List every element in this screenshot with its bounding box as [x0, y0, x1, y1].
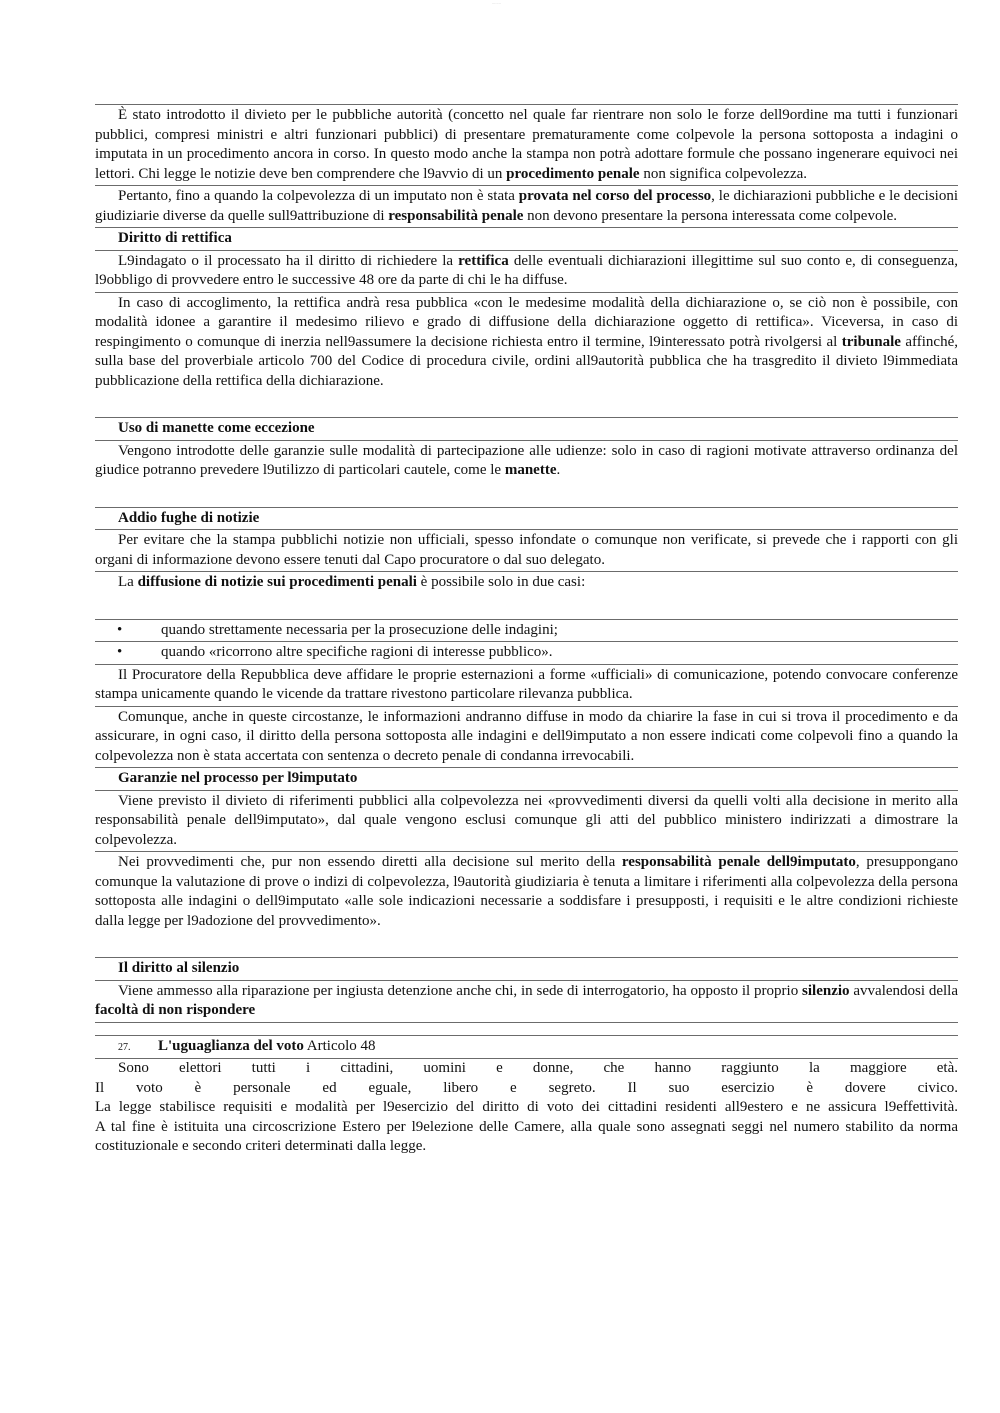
heading-fughe: Addio fughe di notizie — [118, 509, 260, 526]
section-number: 27. — [118, 1041, 131, 1053]
document-body — [95, 104, 958, 1157]
paragraph-manette: Vengono introdotte delle garanzie sulle modalità di partecipazione alle udienze: solo in caso di ragioni motivate attraverso ordinanza del giudice potranno prevedere l9utilizzo di particolari cautele, come le manette. — [95, 442, 958, 478]
divider — [95, 790, 958, 791]
divider — [95, 507, 958, 508]
paragraph-silenzio: Viene ammesso alla riparazione per ingiusta detenzione anche chi, in sede di interrogatorio, ha opposto il proprio silenzio avvalendosi della facoltà di non rispondere — [95, 982, 959, 1018]
divider — [95, 619, 958, 620]
divider — [95, 1035, 958, 1036]
heading-garanzie: Garanzie nel processo per l9imputato — [118, 770, 358, 786]
paragraph-provvedimenti: Nei provvedimenti che, pur non essendo diretti alla decisione sul merito della responsabilità penale dell9imputato, presuppongano comunque la valutazione di prove o indizi di colpevolezza, l9autorità giudiziaria è tenuta a limitare i riferimenti alla colpevolezza della persona sottoposta alle indagini o dell9imputato «alle sole indicazioni necessarie a soddisfare i presupposti, i requisiti e le altre condizioni richieste dalla legge per l9adozione del provvedimento». — [95, 854, 958, 929]
divider — [95, 957, 958, 958]
page-header-mark: ........ — [492, 0, 501, 5]
divider — [95, 980, 958, 981]
divider — [95, 185, 958, 186]
paragraph-circostanze: Comunque, anche in queste circostanze, le informazioni andranno diffuse in modo da chiarire la fase in cui si trova il procedimento e da assicurare, in ogni caso, il diritto della persona sottoposta alle indagini e dell9imputato a non essere indicati come colpevoli fino a quando la colpevolezza non è stata accertata con sentenza o decreto penale di condanna irrevocabili. — [95, 708, 958, 764]
list-item — [95, 621, 958, 641]
bullet-icon: • — [117, 644, 123, 660]
paragraph-guilt-proof: Pertanto, fino a quando la colpevolezza di un imputato non è stata provata nel corso del processo, le dichiarazioni pubbliche e le decisioni giudiziarie diverse da quelle sull9attribuzione di responsabilità penale non devono presentare la persona interessata come colpevole. — [95, 188, 958, 224]
list-item-text: quando «ricorrono altre specifiche ragioni di interesse pubblico». — [161, 644, 553, 660]
divider — [95, 706, 958, 707]
list-item — [95, 643, 958, 663]
divider — [95, 641, 958, 642]
divider — [95, 227, 958, 228]
article-48-text — [95, 1059, 958, 1157]
divider — [95, 664, 958, 665]
paragraph-fughe: Per evitare che la stampa pubblichi notizie non ufficiali, spesso infondate o comunque non verificate, si prevede che i rapporti con gli organi di informazione devono essere tenuti dal Capo procuratore o dal suo delegato. — [95, 532, 958, 568]
list-item-text: quando strettamente necessaria per la prosecuzione delle indagini; — [161, 621, 558, 638]
divider — [95, 417, 958, 418]
paragraph-diffusione: La diffusione di notizie sui procedimenti penali è possibile solo in due casi: — [118, 574, 586, 590]
paragraph-rettifica-procedure: In caso di accoglimento, la rettifica andrà resa pubblica «con le medesime modalità della dichiarazione o, se ciò non è possibile, con modalità idonee a garantire il medesimo rilievo e grado di diffusione della dichiarazione oggetto di rettifica». Viceversa, in caso di respingimento o comunque di inerzia nell9assumere la decisione richiesta entro il termine, l9interessato potrà rivolgersi al tribunale affinché, sulla base del proverbiale articolo 700 del Codice di procedura civile, ordini all9autorità pubblica che ha trasgredito il divieto l9immediata pubblicazione della rettifica della dichiarazione. — [95, 294, 958, 389]
paragraph-divieto-riferimenti: Viene previsto il divieto di riferimenti pubblici alla colpevolezza nei «provvedimenti diversi da quelli volti alla decisione in merito alla responsabilità penale dell9imputato», dal quale vengono esclusi comunque gli atti del pubblico ministero indirizzati a dimostrare la colpevolezza. — [95, 792, 958, 848]
spacer — [95, 594, 958, 619]
spacer — [95, 1023, 958, 1035]
heading-manette: Uso di manette come eccezione — [118, 420, 315, 436]
article-line: A tal fine è istituita una circoscrizione Estero per l9elezione delle Camere, alla quale sono assegnati seggi nel numero stabilito da norma costituzionale e secondo criteri determinati dalla legge. — [95, 1118, 958, 1154]
heading-rettifica: Diritto di rettifica — [118, 230, 232, 246]
divider — [95, 767, 958, 768]
divider — [95, 292, 958, 293]
spacer — [95, 392, 958, 417]
divider — [95, 851, 958, 852]
spacer — [95, 482, 958, 507]
divider — [95, 104, 958, 105]
section-title: L'uguaglianza del voto — [158, 1037, 304, 1054]
paragraph-presumption: È stato introdotto il divieto per le pubbliche autorità (concetto nel quale far rientrare non solo le forze dell9ordine ma tutti i funzionari pubblici, compresi ministri e altri funzionari pubblici) di presentare prematuramente come colpevole la persona sottoposta a indagini o imputata in un procedimento ancora in corso. In questo modo anche la stampa non potrà adottare formule che possano ingenerare equivoci nei lettori. Chi legge le notizie deve ben comprendere che l9avvio di un procedimento penale non significa colpevolezza. — [95, 107, 958, 182]
divider — [95, 440, 958, 441]
section-heading-27 — [95, 1037, 958, 1058]
article-line: Il voto è personale ed eguale, libero e segreto. Il suo esercizio è dovere civico. — [95, 1079, 958, 1096]
paragraph-procuratore: Il Procuratore della Repubblica deve affidare le proprie esternazioni a forme «ufficiali» di comunicazione, potendo convocare conferenze stampa unicamente quando le vicende da trattare rivestono particolare rilevanza pubblica. — [95, 666, 958, 702]
divider — [95, 250, 958, 251]
bullet-icon: • — [117, 621, 123, 638]
article-line: La legge stabilisce requisiti e modalità per l9esercizio del diritto di voto dei cittadini residenti all9estero e ne assicura l9effettività. — [95, 1099, 958, 1115]
section-article: Articolo 48 — [303, 1037, 376, 1054]
paragraph-rettifica-right: L9indagato o il processato ha il diritto di richiedere la rettifica delle eventuali dichiarazioni illegittime sul suo conto e, di conseguenza, l9obbligo di provvedere entro le successive 48 ore da parte di chi le ha diffuse. — [95, 252, 958, 288]
spacer — [95, 932, 958, 957]
heading-silenzio: Il diritto al silenzio — [118, 960, 240, 976]
article-line: Sono elettori tutti i cittadini, uomini e donne, che hanno raggiunto la maggiore età. — [118, 1060, 958, 1076]
divider — [95, 571, 958, 572]
divider — [95, 529, 958, 530]
